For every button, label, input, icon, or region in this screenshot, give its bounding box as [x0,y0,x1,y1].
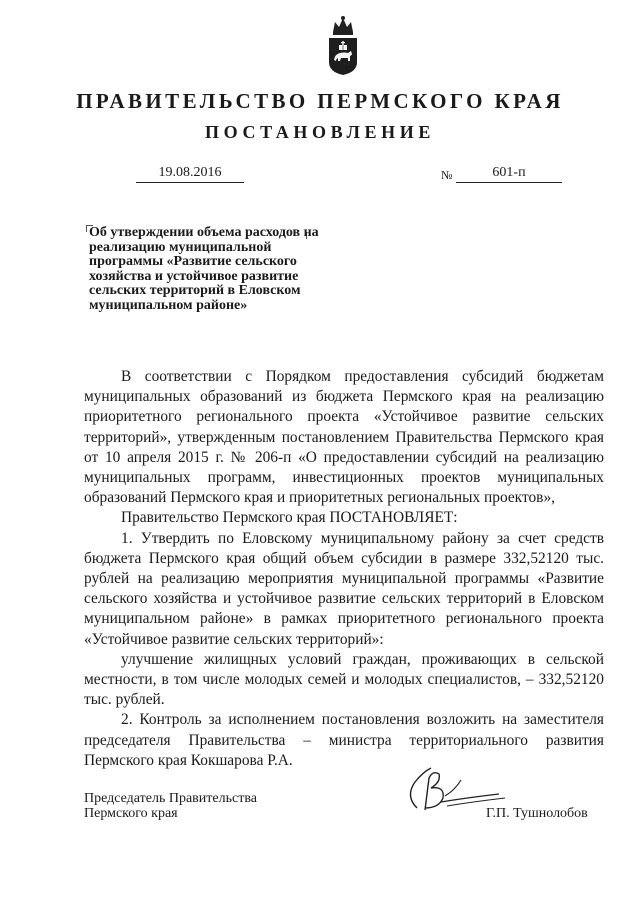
body-paragraph: Правительство Пермского края ПОСТАНОВЛЯЕТ: [121,509,458,527]
government-title: ПРАВИТЕЛЬСТВО ПЕРМСКОГО КРАЯ [76,89,564,113]
coat-of-arms-icon [327,14,359,76]
signatory-position [84,791,257,821]
body-paragraph: 2. Контроль за исполнением постановления возложить на заместителя председателя Правительства – министра территориального развития Пермского края Кокшарова Р.А. [84,711,604,769]
document-body [84,367,604,771]
document-type: ПОСТАНОВЛЕНИЕ [205,122,435,142]
signatory-position-line: Пермского края [84,806,178,821]
body-paragraph: 1. Утвердить по Еловскому муниципальному району за счет средств бюджета Пермского края общий объем субсидии в размере 332,52120 тыс. рублей на реализацию мероприятия муниципальной программы «Развитие сельского хозяйства и устойчивое развитие сельских территорий в Еловском муниципальном районе» в рамках приоритетного регионального проекта «Устойчивое развитие сельских территорий»: [84,529,604,648]
signatory-name: Г.П. Тушнолобов [486,806,588,821]
body-paragraph: В соответствии с Порядком предоставления субсидий бюджетам муниципальных образований из бюджета Пермского края на реализацию приоритетного регионального проекта «Устойчивое развитие сельских территорий», утвержденным постановлением Правительства Пермского края от 10 апреля 2015 г. № 206-п «О предоставлении субсидий на реализацию муниципальных программ, инвестиционных проектов муниципальных образований Пермского края и приоритетных региональных проектов», [84,368,604,507]
number-label: № [441,168,453,182]
body-paragraph: улучшение жилищных условий граждан, проживающих в сельской местности, в том числе молодых семей и молодых специалистов, – 332,52120 тыс. рублей. [84,650,604,709]
signatory-position-line: Председатель Правительства [84,791,257,806]
document-date: 19.08.2016 [136,164,244,183]
document-subject: Об утверждении объема расходов на реализацию муниципальной программы «Развитие сельского хозяйства и устойчивое развитие сельских территорий в Еловском муниципальном районе» [89,225,319,313]
document-number: 601-п [456,164,562,183]
